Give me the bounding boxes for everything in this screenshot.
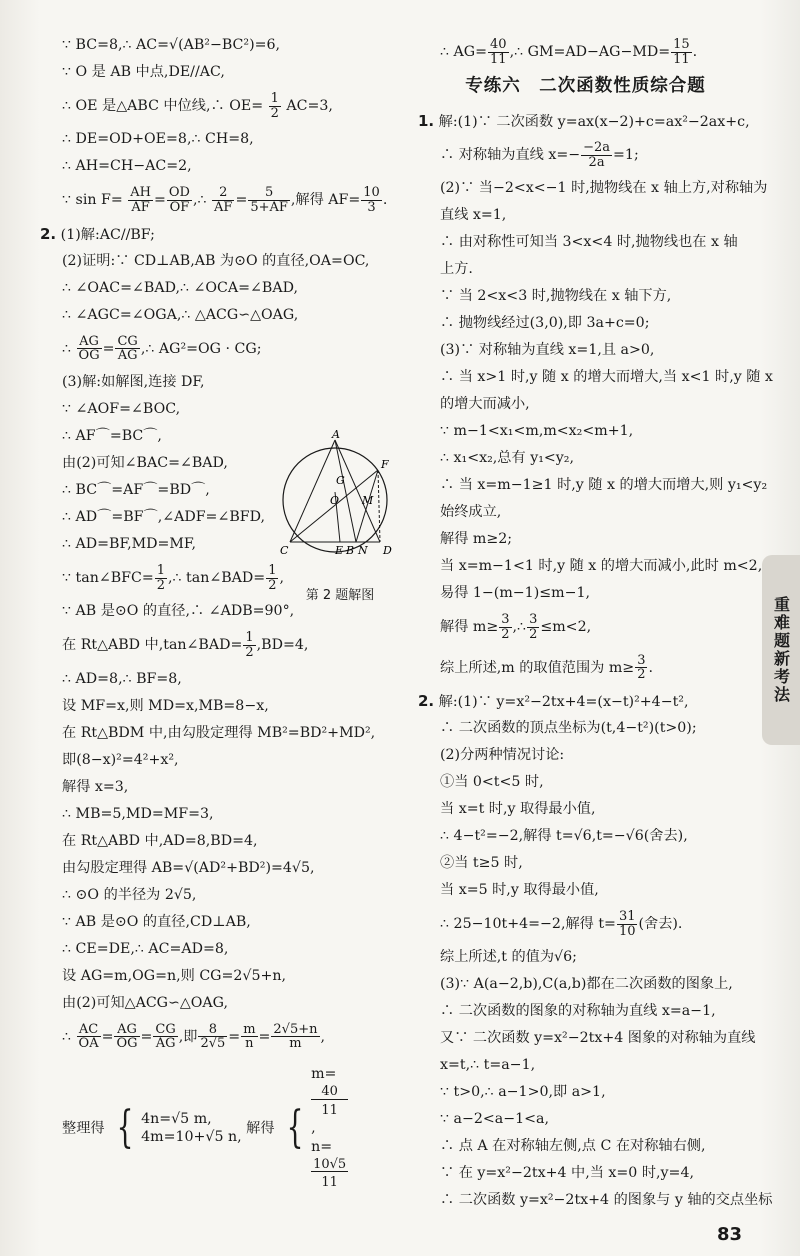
fraction: [361, 186, 382, 214]
text-span: ∴ 25−10t+4=−2,解得 t=: [440, 916, 616, 933]
label-b: B: [346, 544, 355, 557]
denominator: 2: [270, 105, 279, 121]
fraction: [266, 564, 278, 592]
fraction: [77, 335, 102, 363]
text-line: ∴ AD=BF,MD=MF,: [62, 536, 197, 553]
denominator: OA: [78, 1036, 99, 1052]
question-number: 2.: [418, 691, 435, 710]
text-line: ①当 0<t<5 时,: [440, 774, 544, 791]
text-span: ,∴ GM=AD−AG−MD=: [509, 44, 671, 61]
text-line: ∴ AH=CH−AC=2,: [62, 158, 192, 175]
text-line: 由(2)可知△ACG∽△OAG,: [62, 994, 229, 1011]
numerator: 1: [270, 91, 279, 106]
text-line: [40, 1063, 395, 1194]
text-line: [418, 910, 753, 938]
text-span: AC=3,: [286, 98, 333, 115]
text-line: 由(2)可知∠BAC=∠BAD,: [62, 455, 228, 472]
text-line: ∴ 4−t²=−2,解得 t=√6,t=−√6(舍去),: [440, 828, 688, 845]
numerator: AG: [77, 335, 102, 350]
text-line: ∵ 在 y=x²−2tx+4 中,当 x=0 时,y=4,: [440, 1165, 694, 1182]
right-column: [418, 37, 773, 1220]
denominator: OF: [169, 199, 190, 215]
text-span: ,∴: [512, 619, 527, 636]
fraction: [635, 654, 647, 682]
fraction: [153, 1023, 177, 1051]
text-span: ∴ OE 是△ABC 中位线,∴ OE=: [62, 98, 264, 115]
denominator: 2: [529, 626, 538, 642]
text-line: ∵ ∠AOF=∠BOC,: [62, 401, 181, 418]
fraction: [269, 92, 281, 120]
numerator: 40: [490, 37, 507, 52]
text-line: (3)∵ 对称轴为直线 x=1,且 a>0,: [440, 342, 655, 359]
text-line: ∴ $\frac{AG}{OG}$ = $\frac{CG}{AG}$ ,∴ AG²=OG · CG;: [62, 333, 262, 364]
text-span: 解:(1)∵ 二次函数 y=ax(x−2)+c=ax²−2ax+c,: [438, 113, 750, 130]
text-line: 解得 m≥2;: [440, 531, 513, 548]
text-line: ∴ ∠AGC=∠OGA,∴ △ACG∽△OAG,: [62, 306, 299, 323]
text-span: (舍去).: [638, 916, 683, 933]
text-line: ∵ 当 2<x<3 时,抛物线在 x 轴下方,: [440, 288, 672, 305]
text-line: ∵ a−2<a−1<a,: [440, 1111, 550, 1128]
question-line: [418, 111, 753, 130]
text-line: ∵ BC=8,∴ AC=√(AB²−BC²)=6,: [62, 37, 281, 53]
numerator: 3: [501, 612, 510, 628]
text-line: 当 x=m−1<1 时,y 随 x 的增大而减小,此时 m<2,: [440, 558, 763, 575]
text-line: x=t,∴ t=a−1,: [440, 1057, 536, 1074]
label-n: N: [358, 544, 368, 557]
label-o: O: [330, 494, 340, 507]
denominator: AF: [214, 199, 233, 215]
text-line: ∴ ⊙O 的半径为 2√5,: [62, 886, 197, 903]
fraction: [488, 38, 509, 66]
text-span: ,: [320, 1028, 326, 1045]
text-span: m=: [311, 1065, 337, 1082]
left-brace: {: [116, 1102, 134, 1154]
section-title: 专练六 二次函数性质综合题: [465, 76, 706, 97]
fraction: [77, 1023, 101, 1051]
segment-ad: [335, 440, 380, 542]
label-c: C: [280, 544, 289, 557]
text-line: 设 AG=m,OG=n,则 CG=2√5+n,: [62, 967, 287, 984]
equation-stack: [141, 1108, 242, 1148]
text-span: n=: [311, 1138, 333, 1155]
equation-system: [109, 1102, 242, 1154]
fraction: [671, 38, 692, 66]
question-number: 1.: [418, 111, 435, 130]
denominator: 2: [245, 644, 254, 660]
label-e: E: [335, 544, 344, 557]
text-line: 解得 x=3,: [62, 778, 129, 795]
numerator: 31: [618, 909, 636, 925]
fraction: [241, 1023, 257, 1051]
text-line: 上方.: [440, 261, 473, 278]
text-line: 在 Rt△BDM 中,由勾股定理得 MB²=BD²+MD²,: [62, 724, 376, 741]
numerator: 1: [245, 630, 254, 646]
denominator: AG: [117, 348, 138, 364]
text-line: [40, 92, 395, 120]
text-line: ∴ 当 x>1 时,y 随 x 的增大而增大,当 x<1 时,y 随 x: [440, 369, 773, 386]
denominator: OG: [116, 1036, 138, 1052]
text-line: ∴ 抛物线经过(3,0),即 3a+c=0;: [440, 315, 650, 332]
fraction: [155, 564, 167, 592]
solution-system: [279, 1063, 348, 1194]
text-line: ∴ AG= $\frac{40}{11}$ ,∴ GM=AD−AG−MD= $\frac{15}{11}$ .: [440, 37, 698, 67]
denominator: 3: [367, 199, 376, 215]
text-line: [418, 141, 753, 169]
text-span: ,: [279, 570, 284, 587]
text-span: 解得: [246, 1120, 275, 1137]
text-line: ∴ AD=8,∴ BF=8,: [62, 670, 182, 687]
fraction: [243, 631, 255, 659]
denominator: 11: [673, 51, 690, 67]
text-span: ,∴ tan∠BAD=: [168, 570, 266, 587]
left-brace: {: [286, 1102, 304, 1154]
fraction: [271, 1023, 319, 1051]
denominator: m: [289, 1036, 302, 1052]
fraction: [115, 335, 139, 363]
numerator: 40: [311, 1085, 348, 1100]
denominator: 5+AF: [250, 199, 288, 215]
text-span: 解得 m≥: [440, 619, 499, 636]
label-g: G: [336, 474, 345, 487]
text-line: ∴ 由对称性可知当 3<x<4 时,抛物线也在 x 轴: [440, 234, 738, 251]
text-span: ,∴ AG²=OG · CG;: [140, 340, 262, 357]
denominator: n: [245, 1036, 254, 1052]
text-line: 当 x=5 时,y 取得最小值,: [440, 882, 599, 899]
segment-ac: [290, 440, 335, 542]
text-line: (3)解:如解图,连接 DF,: [62, 374, 205, 391]
fraction: [198, 1023, 227, 1051]
denominator: OG: [78, 348, 100, 364]
text-line: ∴ DE=OD+OE=8,∴ CH=8,: [62, 131, 254, 148]
text-line: ∴ 二次函数的图象的对称轴为直线 x=a−1,: [440, 1003, 716, 1020]
numerator: 2: [212, 186, 234, 201]
denominator: 2: [637, 667, 646, 683]
text-line: 又∵ 二次函数 y=x²−2tx+4 图象的对称轴为直线: [440, 1030, 756, 1047]
text-line: ∴ CE=DE,∴ AC=AD=8,: [62, 940, 229, 957]
text-span: 解:(1)∵ y=x²−2tx+4=(x−t)²+4−t²,: [438, 693, 689, 710]
diagram-caption: 第 2 题解图: [305, 588, 375, 603]
numerator: 3: [529, 612, 538, 628]
fraction: [128, 186, 153, 214]
numerator: CG: [117, 333, 138, 349]
label-m: M: [362, 494, 374, 507]
text-span: ≤m<2,: [540, 619, 592, 636]
text-line: ∴ 二次函数的顶点坐标为(t,4−t²)(t>0);: [440, 720, 697, 737]
denominator: 2: [156, 577, 166, 593]
denominator: 2: [268, 577, 277, 593]
text-line: ∴ 当 x=m−1≥1 时,y 随 x 的增大而增大,则 y₁<y₂: [440, 477, 768, 494]
fraction: [311, 1158, 348, 1190]
text-line: (2)∵ 当−2<x<−1 时,抛物线在 x 轴上方,对称轴为: [440, 180, 768, 197]
left-column: [40, 38, 395, 1206]
text-line: 由勾股定理得 AB=√(AD²+BD²)=4√5,: [62, 859, 315, 876]
text-line: ∴ x₁<x₂,总有 y₁<y₂,: [440, 450, 574, 467]
solution-stack: [311, 1063, 348, 1194]
text-line: ∵ t>0,∴ a−1>0,即 a>1,: [440, 1084, 606, 1101]
text-line: 设 MF=x,则 MD=x,MB=8−x,: [62, 697, 269, 714]
numerator: AC: [77, 1023, 101, 1038]
numerator: 1: [156, 563, 166, 579]
text-span: ,BD=4,: [256, 637, 309, 654]
denominator: 10: [618, 923, 636, 939]
text-line: ∴ BC⌒=AF⌒=BD⌒,: [62, 482, 210, 499]
denominator: 2√5: [200, 1036, 226, 1052]
text-span: 整理得: [62, 1120, 105, 1137]
text-line: ∴ ∠OAC=∠BAD,∴ ∠OCA=∠BAD,: [62, 279, 298, 296]
text-line: ∴ MB=5,MD=MF=3,: [62, 805, 214, 822]
equation: 4n=√5 m,: [141, 1111, 212, 1128]
text-span: ,即: [178, 1028, 198, 1045]
fraction: [114, 1023, 139, 1051]
numerator: −2a: [583, 139, 611, 155]
text-line: ∴ AD⌒=BF⌒,∠ADF=∠BFD,: [62, 509, 265, 526]
text-line: ②当 t≥5 时,: [440, 855, 523, 872]
text-line: ∴ 二次函数 y=x²−2tx+4 的图象与 y 轴的交点坐标: [440, 1192, 773, 1209]
numerator: AG: [114, 1023, 139, 1038]
label-a: A: [332, 430, 340, 441]
fraction: [581, 141, 612, 169]
text-line: (3)∵ A(a−2,b),C(a,b)都在二次函数的图象上,: [440, 976, 733, 993]
text-line: [40, 631, 395, 659]
text-line: 易得 1−(m−1)≤m−1,: [440, 585, 591, 602]
fraction: [499, 613, 511, 641]
question-number: 2.: [40, 224, 57, 243]
fraction: [248, 186, 290, 214]
numerator: OD: [168, 185, 190, 201]
numerator: 8: [198, 1023, 227, 1038]
numerator: 15: [673, 37, 690, 52]
text-span: ∴ AG=: [440, 44, 488, 61]
label-f: F: [381, 458, 389, 471]
denominator: 11: [490, 51, 507, 67]
text-line: ∵ sin F= $\frac{AH}{AF}$ = $\frac{OD}{OF}$ ,∴ $\frac{2}{AF}$ = $\frac{5}{5+AF}$ ,解得 AF= $\frac{10}{3}$ .: [62, 185, 388, 215]
denominator: 11: [321, 1102, 338, 1118]
numerator: CG: [155, 1021, 176, 1037]
text-line: ∵ O 是 AB 中点,DE//AC,: [62, 64, 225, 80]
label-d: D: [383, 544, 392, 557]
denominator: 2a: [588, 154, 605, 170]
equation: 4m=10+√5 n,: [141, 1129, 242, 1146]
denominator: AF: [131, 199, 150, 215]
text-line: (2)证明:∵ CD⊥AB,AB 为⊙O 的直径,OA=OC,: [62, 252, 370, 269]
numerator: 10√5: [313, 1156, 347, 1172]
text-line: 始终成立,: [440, 504, 502, 521]
text-line: ∵ AB 是⊙O 的直径,∴ ∠ADB=90°,: [62, 603, 295, 620]
text-span: =1;: [613, 147, 639, 164]
numerator: 3: [637, 652, 646, 668]
question-line: [40, 224, 395, 243]
denominator: AG: [155, 1036, 176, 1052]
text-span: ,解得 AF=: [290, 192, 361, 209]
numerator: 1: [268, 563, 277, 579]
numerator: 10: [363, 185, 380, 201]
text-line: ∴ AF⌒=BC⌒,: [62, 428, 162, 445]
text-line: 综上所述,t 的值为√6;: [440, 949, 577, 966]
solution-n: [311, 1140, 348, 1190]
text-line: 即(8−x)²=4²+x²,: [62, 751, 179, 768]
fraction: [212, 186, 234, 214]
question-line: [418, 691, 753, 710]
solution-m: [311, 1067, 348, 1136]
text-line: ∵ AB 是⊙O 的直径,CD⊥AB,: [62, 913, 251, 930]
text-line: 直线 x=1,: [440, 207, 507, 224]
text-line: ∵ m−1<x₁<m,m<x₂<m+1,: [440, 423, 634, 440]
text-line: (2)分两种情况讨论:: [440, 747, 565, 764]
text-span: ∵ sin F=: [62, 192, 123, 209]
segment-fd: [378, 470, 380, 542]
text-span: 综上所述,m 的取值范围为 m≥: [440, 659, 635, 676]
text-line: 的增大而减小,: [440, 396, 530, 413]
page-number: 83: [716, 1224, 742, 1245]
text-line: 在 Rt△ABD 中,AD=8,BD=4,: [62, 832, 258, 849]
text-line: ∴ 点 A 在对称轴左侧,点 C 在对称轴右侧,: [440, 1138, 706, 1155]
text-span: ,: [311, 1120, 316, 1137]
denominator: 11: [321, 1175, 338, 1191]
text-line: 综上所述,m 的取值范围为 m≥ $\frac{3}{2}$ .: [440, 652, 653, 683]
fraction: [311, 1085, 348, 1117]
numerator: m: [243, 1021, 256, 1037]
text-span: (1)解:AC//BF;: [60, 226, 155, 243]
geometry-diagram: [280, 430, 400, 605]
numerator: 5: [248, 186, 290, 201]
text-line: 当 x=t 时,y 取得最小值,: [440, 801, 596, 818]
text-line: [418, 613, 753, 641]
numerator: 2√5+n: [273, 1021, 318, 1037]
numerator: AH: [130, 185, 151, 201]
denominator: 2: [501, 626, 510, 642]
fraction: [527, 613, 539, 641]
fraction: [617, 910, 638, 938]
text-line: ∴ $\frac{AC}{OA}$ = $\frac{AG}{OG}$ = $\frac{CG}{AG}$ ,即 $\frac{8}{2√5}$ = $\frac{m}{n}$ = $\frac{2√5+n}{m}$ ,: [62, 1021, 326, 1052]
text-span: ∴ 对称轴为直线 x=−: [440, 147, 581, 164]
side-tab: 重难题新考法: [762, 555, 800, 745]
text-span: ∵ tan∠BFC=: [62, 570, 154, 587]
fraction: [167, 186, 192, 214]
text-span: 在 Rt△ABD 中,tan∠BAD=: [62, 637, 243, 654]
circle-diagram: [280, 430, 400, 580]
